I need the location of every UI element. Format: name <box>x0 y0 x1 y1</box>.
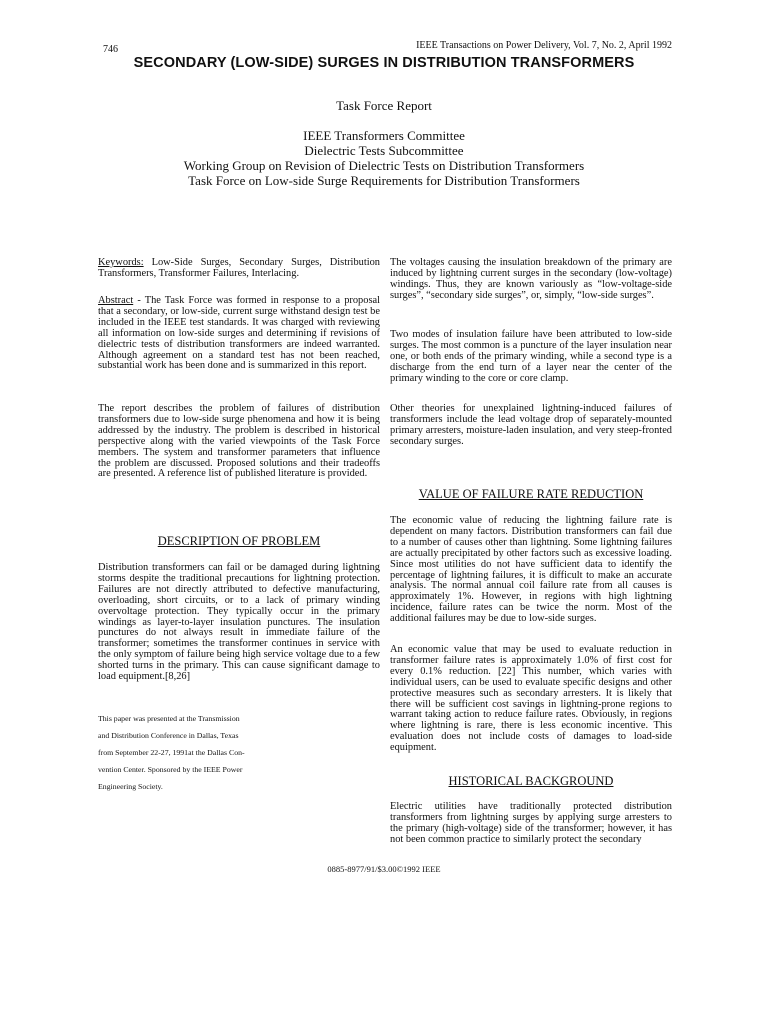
voltages-text: The voltages causing the insulation breakdown of the primary are induced by lightning current surges in the secondary (low-voltage) windings. Thus, they are known variously as “low-voltage-side surges”, “secondary side surges”, or, simply, “low-side surges”. <box>390 257 672 301</box>
historical-heading: HISTORICAL BACKGROUND <box>448 774 614 788</box>
intro-paragraph <box>98 404 380 480</box>
paper-title: SECONDARY (LOW-SIDE) SURGES IN DISTRIBUTION TRANSFORMERS <box>133 55 635 71</box>
presentation-footnote <box>98 710 380 795</box>
historical-text: Electric utilities have traditionally protected distribution transformers from lightning surges by applying surge arresters to the primary (high-voltage) side of the transformer; however, it has not been common practice to similarly protect the secondary <box>390 801 672 845</box>
description-heading: DESCRIPTION OF PROBLEM <box>157 534 321 548</box>
economic-value-text: The economic value of reducing the lightning failure rate is dependent on many factors. Distribution transformers can fail due to a number of causes other than lightning. Some lightning failures are actually precipitated by other factors such as excessive loading. Since most utilities do not have sufficient data to identify the percentage of lightning failures, it is difficult to make an accurate analysis. The normal annual coil failure rate from all causes is approximately 1%. However, in regions with high lightning incidence, failure rates can be twice the norm. Most of the additional failures may be due to low-side surges. <box>390 515 672 625</box>
abstract-paragraph <box>98 296 380 372</box>
abstract-label: Abstract <box>98 295 134 306</box>
historical-paragraph <box>390 802 672 846</box>
report-type: Task Force Report <box>336 98 432 113</box>
other-theories-paragraph <box>390 404 672 448</box>
footnote-line: Engineering Society. <box>98 782 163 791</box>
other-theories-text: Other theories for unexplained lightning-induced failures of transformers include the lead voltage drop of separately-mounted primary arresters, moisture-laden insulation, and very steep-fronted secondary surges. <box>390 403 672 447</box>
failure-modes-paragraph <box>390 330 672 385</box>
description-text: Distribution transformers can fail or be damaged during lightning storms despite the traditional precautions for lightning protection. Failures are not directly attributed to defective manufacturing, overloading, short circuits, or to a lack of primary winding overvoltage protection. They typically occur in the primary windings as layer-to-layer insulation punctures. The insulation punctures do not always result in immediate failure of the transformer; sometimes the transformer continues in service with the only symptom of failure being high service voltage due to a few shorted turns in the primary. This can cause significant damage to load equipment.[8,26] <box>98 562 380 683</box>
description-paragraph <box>98 563 380 683</box>
voltages-paragraph <box>390 258 672 302</box>
footnote-line: from September 22-27, 1991at the Dallas Con- <box>98 748 245 757</box>
footnote-line: This paper was presented at the Transmission <box>98 714 240 723</box>
footnote-line: vention Center. Sponsored by the IEEE Power <box>98 765 243 774</box>
economic-value-paragraph <box>390 516 672 625</box>
evaluation-text: An economic value that may be used to evaluate reduction in transformer failure rates is approximately 1.0% of first cost for every 0.1% reduction. [22] This number, which varies with individual users, can be used to evaluate specific designs and other protective measures such as secondary arresters. It is likely that there will be sufficient cost savings in lightning-prone regions to warrant taking action to reduce failure rates. Obviously, in regions where lightning is rare, there is less economic incentive. This evaluation does not include costs of damages to load-side equipment. <box>390 644 672 754</box>
committee-line: IEEE Transformers Committee <box>303 128 465 143</box>
committee-list <box>0 128 768 188</box>
evaluation-paragraph <box>390 645 672 754</box>
abstract-text: - The Task Force was formed in response to a proposal that a secondary, or low-side, current surge withstand design test be included in the IEEE test standards. It was charged with reviewing all information on low-side surges and determining if revisions of dielectric tests of distribution transformers are indeed warranted. Although agreement on a standard test has not been reached, substantial work has been done and is summarized in this report. <box>98 295 380 372</box>
committee-line: Working Group on Revision of Dielectric Tests on Distribution Transformers <box>183 158 585 173</box>
page-number: 746 <box>103 44 118 55</box>
keywords-text: Low-Side Surges, Secondary Surges, Distribution Transformers, Transformer Failures, Interlacing. <box>98 257 380 279</box>
failure-modes-text: Two modes of insulation failure have been attributed to low-side surges. The most common is a puncture of the layer insulation near one, or both ends of the primary winding, while a second type is a discharge from the end turn of a layer near the center of the primary winding to the core or core clamp. <box>390 329 672 384</box>
committee-line: Dielectric Tests Subcommittee <box>304 143 464 158</box>
value-heading: VALUE OF FAILURE RATE REDUCTION <box>418 487 644 501</box>
keywords-paragraph <box>98 258 380 280</box>
journal-citation: IEEE Transactions on Power Delivery, Vol. 7, No. 2, April 1992 <box>416 40 672 51</box>
footnote-line: and Distribution Conference in Dallas, Texas <box>98 731 239 740</box>
keywords-label: Keywords: <box>98 257 144 268</box>
intro-text: The report describes the problem of failures of distribution transformers due to low-side surge phenomena and how it is being addressed by the industry. The problem is described in historical perspective along with the varied viewpoints of the Task Force members. The system and transformer parameters that influence the problem are discussed. Proposed solutions and their tradeoffs are presented. A reference list of published literature is provided. <box>98 403 380 480</box>
copyright-code: 0885-8977/91/$3.00©1992 IEEE <box>327 864 441 874</box>
committee-line: Task Force on Low-side Surge Requirements for Distribution Transformers <box>188 173 580 188</box>
